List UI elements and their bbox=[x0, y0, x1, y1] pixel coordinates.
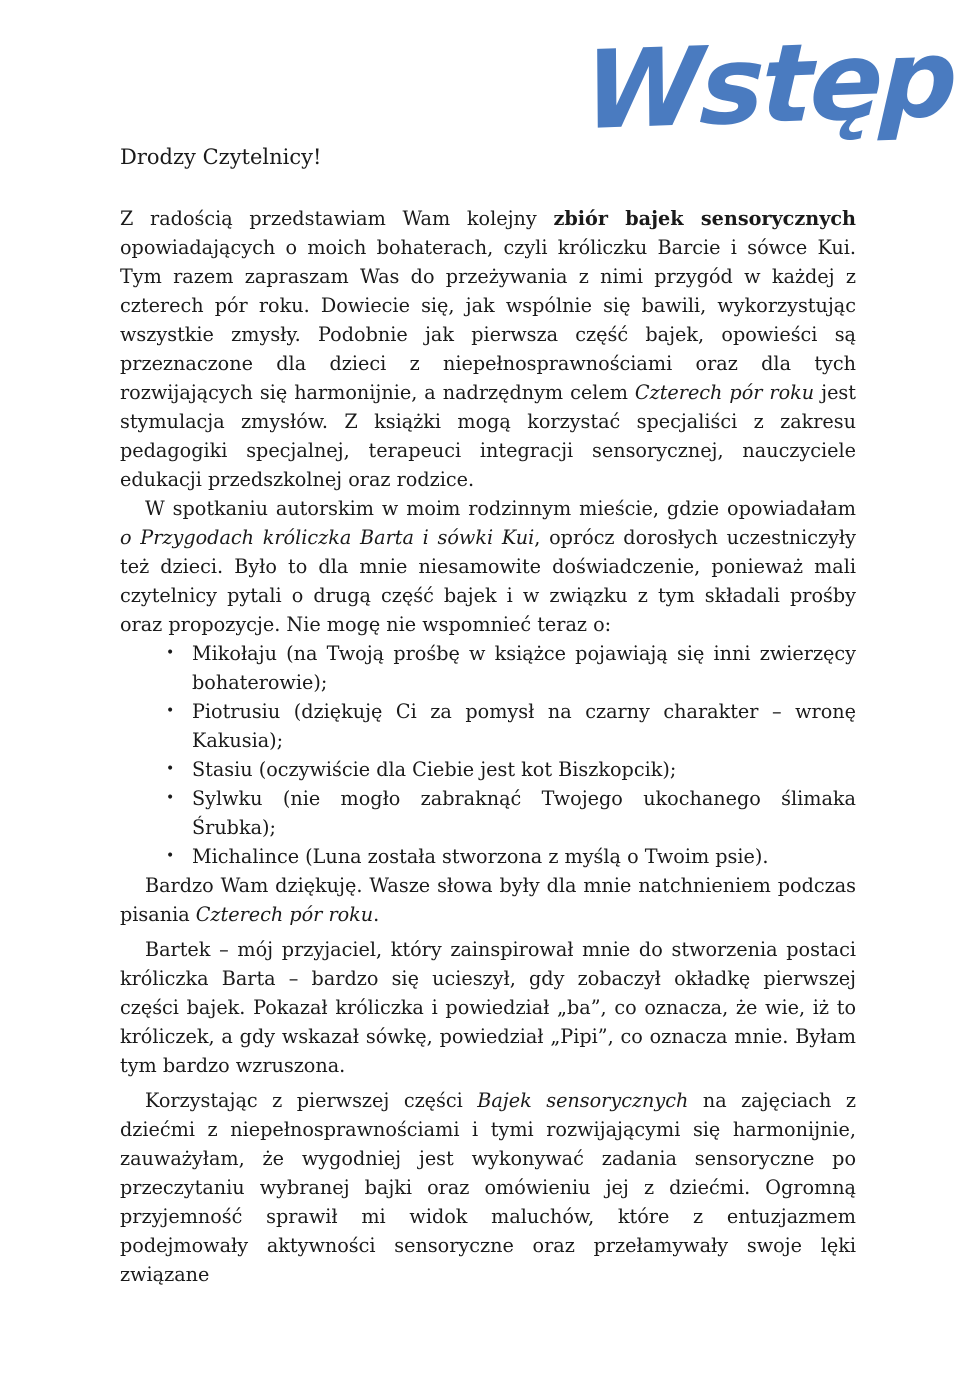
text-run: Korzystając z pierwszej części bbox=[145, 1089, 478, 1112]
paragraph-bartek: Bartek – mój przyjaciel, który zainspirował mnie do stworzenia postaci króliczka Barta – bardzo się ucieszył, gdy zobaczył okładkę pierwszej części bajek. Pokazał króliczka i powiedział „ba”, co oznacza, że wie, iż to króliczek, a gdy wskazał sówkę, powiedział „Pipi”, co oznacza mnie. Byłam tym bardzo wzruszona. bbox=[120, 938, 856, 1077]
list-item: • Mikołaju (na Twoją prośbę w książce pojawiają się inni zwierzęcy bohaterowie); bbox=[192, 639, 856, 697]
text-run: jest stymulacja zmysłów. Z książki mogą korzystać specjaliści z zakresu pedagogiki specjalnej, terapeuci integracji sensorycznej, nauczyciele edukacji przedszkolnej oraz rodzice. bbox=[120, 381, 856, 491]
book-title-italic: Bajek sensorycznych bbox=[477, 1089, 689, 1112]
list-item: • Piotrusiu (dziękuję Ci za pomysł na czarny charakter – wronę Kakusia); bbox=[192, 697, 856, 755]
text-run: na zajęciach z dziećmi z niepełnosprawnościami i tymi rozwijającymi się harmonijnie, zauważyłam, że wygodniej jest wykonywać zadania sensoryczne po przeczytaniu wybranej bajki oraz omówieniu jej z dziećmi. Ogromną przyjemność sprawił mi widok maluchów, które z entuzjazmem podejmowały aktywności sensoryczne oraz przełamywały swoje lęki związane bbox=[120, 1089, 857, 1286]
text-run: , oprócz dorosłych uczestniczyły też dzieci. Było to dla mnie niesamowite doświadczenie, ponieważ mali czytelnicy pytali o drugą część bajek i w związku z tym składali prośby oraz propozycje. Nie mogę nie wspomnieć teraz o: bbox=[120, 526, 856, 636]
paragraph-intro bbox=[120, 204, 856, 494]
paragraph-thanks bbox=[120, 871, 856, 929]
book-title-italic: Czterech pór roku bbox=[634, 381, 815, 404]
list-item: • Sylwku (nie mogło zabraknąć Twojego ukochanego ślimaka Śrubka); bbox=[192, 784, 856, 842]
bold-phrase: zbiór bajek sensorycznych bbox=[553, 207, 856, 230]
salutation: Drodzy Czytelnicy! bbox=[120, 145, 322, 169]
list-item: • Stasiu (oczywiście dla Ciebie jest kot Biszkopcik); bbox=[192, 755, 856, 784]
thanks-list bbox=[120, 639, 856, 871]
paragraph-meeting bbox=[120, 494, 856, 639]
book-title-italic: o Przygodach króliczka Barta i sówki Kui bbox=[120, 526, 535, 549]
book-title-italic: Czterech pór roku bbox=[195, 903, 374, 926]
list-item: • Michalince (Luna została stworzona z myślą o Twoim psie). bbox=[192, 842, 856, 871]
text-run: W spotkaniu autorskim w moim rodzinnym mieście, gdzie opowiadałam bbox=[145, 497, 856, 520]
chapter-title: Wstęp bbox=[581, 16, 957, 155]
text-run: opowiadających o moich bohaterach, czyli króliczku Barcie i sówce Kui. Tym razem zapraszam Was do przeżywania z nimi przygód w każdej z czterech pór roku. Dowiecie się, jak wspólnie się bawili, wykorzystując wszystkie zmysły. Podobnie jak pierwsza część bajek, opowieści są przeznaczone dla dzieci z niepełnosprawnościami oraz dla tych rozwijających się harmonijnie, a nadrzędnym celem bbox=[120, 236, 856, 404]
body-text bbox=[120, 204, 856, 1289]
text-run: Bardzo Wam dziękuję. Wasze słowa były dla mnie natchnieniem podczas pisania bbox=[120, 874, 856, 926]
text-run: Z radością przedstawiam Wam kolejny bbox=[120, 207, 554, 230]
text-run: . bbox=[373, 903, 380, 926]
paragraph-experience bbox=[120, 1086, 856, 1289]
